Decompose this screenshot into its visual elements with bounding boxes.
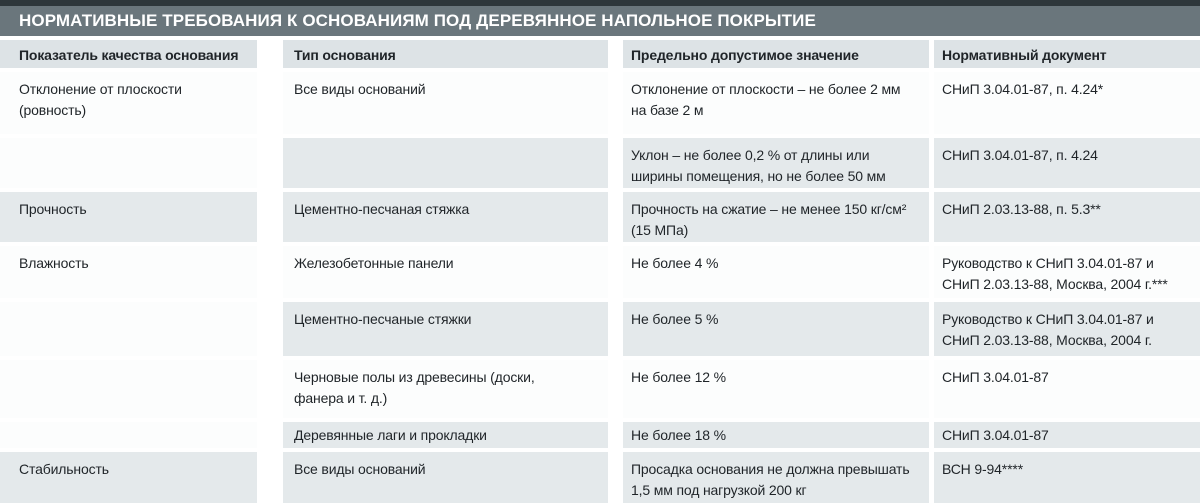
cell-document: СНиП 3.04.01-87, п. 4.24	[934, 138, 1200, 188]
table-row	[0, 138, 1200, 188]
cell-base-type	[283, 138, 608, 188]
column-header-limit: Предельно допустимое значение	[623, 40, 929, 68]
cell-document: ВСН 9-94****	[934, 452, 1200, 503]
cell-indicator: Прочность	[0, 192, 257, 242]
table-row	[0, 192, 1200, 242]
column-header-document: Нормативный документ	[934, 40, 1200, 68]
table-row	[0, 422, 1200, 448]
cell-base-type: Цементно-песчаная стяжка	[283, 192, 608, 242]
cell-indicator: Отклонение от плоскости (ровность)	[0, 72, 257, 134]
cell-base-type: Черновые полы из древесины (доски, фанера и т. д.)	[283, 360, 608, 418]
cell-document: СНиП 2.03.13-88, п. 5.3**	[934, 192, 1200, 242]
table-row	[0, 72, 1200, 134]
cell-limit: Не более 12 %	[623, 360, 929, 418]
cell-indicator	[0, 422, 257, 448]
cell-indicator: Влажность	[0, 246, 257, 298]
cell-indicator: Стабильность	[0, 452, 257, 503]
column-header-indicator: Показатель качества основания	[0, 40, 257, 68]
header-row	[0, 40, 1200, 68]
cell-base-type: Цементно-песчаные стяжки	[283, 302, 608, 356]
cell-limit: Отклонение от плоскости – не более 2 мм на базе 2 м	[623, 72, 929, 134]
table-row	[0, 246, 1200, 298]
cell-base-type: Деревянные лаги и прокладки	[283, 422, 608, 448]
cell-limit: Не более 18 %	[623, 422, 929, 448]
cell-indicator	[0, 360, 257, 418]
cell-document: СНиП 3.04.01-87	[934, 422, 1200, 448]
cell-indicator	[0, 138, 257, 188]
cell-limit: Просадка основания не должна превышать 1,5 мм под нагрузкой 200 кг	[623, 452, 929, 503]
table-row	[0, 452, 1200, 503]
cell-limit: Не более 5 %	[623, 302, 929, 356]
table-title-bar	[0, 6, 1200, 36]
cell-indicator	[0, 302, 257, 356]
table-title: НОРМАТИВНЫЕ ТРЕБОВАНИЯ К ОСНОВАНИЯМ ПОД ДЕРЕВЯННОЕ НАПОЛЬНОЕ ПОКРЫТИЕ	[19, 11, 816, 30]
cell-base-type: Все виды оснований	[283, 452, 608, 503]
table-row	[0, 360, 1200, 418]
cell-limit: Уклон – не более 0,2 % от длины или ширины помещения, но не более 50 мм	[623, 138, 929, 188]
table-row	[0, 302, 1200, 356]
cell-limit: Не более 4 %	[623, 246, 929, 298]
cell-document: Руководство к СНиП 3.04.01-87 и СНиП 2.03.13-88, Москва, 2004 г.***	[934, 246, 1200, 298]
cell-limit: Прочность на сжатие – не менее 150 кг/см² (15 МПа)	[623, 192, 929, 242]
cell-document: СНиП 3.04.01-87	[934, 360, 1200, 418]
cell-document: Руководство к СНиП 3.04.01-87 и СНиП 2.03.13-88, Москва, 2004 г.	[934, 302, 1200, 356]
cell-base-type: Все виды оснований	[283, 72, 608, 134]
cell-document: СНиП 3.04.01-87, п. 4.24*	[934, 72, 1200, 134]
cell-base-type: Железобетонные панели	[283, 246, 608, 298]
column-header-base-type: Тип основания	[283, 40, 608, 68]
